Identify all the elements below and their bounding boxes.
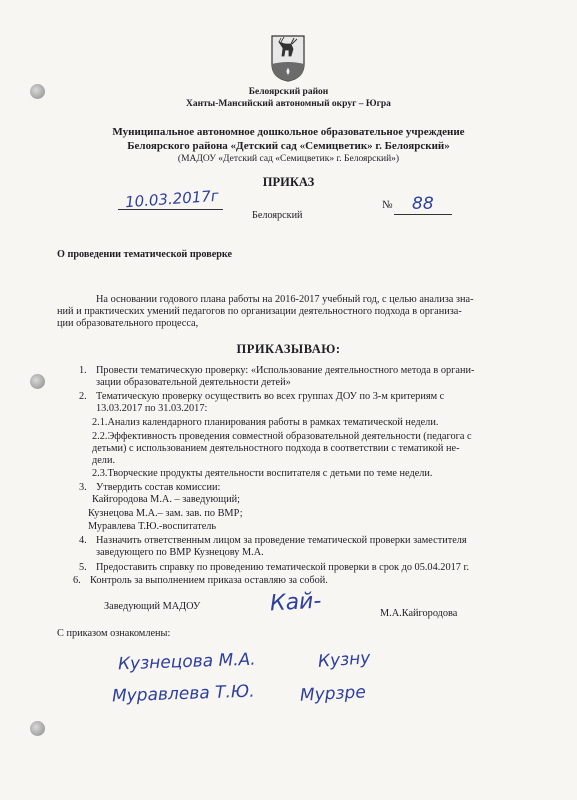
commission-member: Кайгородова М.А. – заведующий; (92, 494, 240, 505)
commission-member: Кузнецова М.А.– зам. зав. по ВМР; (88, 508, 243, 519)
punch-hole (30, 374, 45, 389)
city-label: Белоярский (252, 210, 303, 221)
item-text: Утвердить состав комиссии: (96, 482, 221, 493)
item-number: 1. (79, 365, 87, 376)
intro-line: На основании годового плана работы на 2016-2017 учебный год, с целью анализа зна- (96, 294, 474, 305)
acknowledged-signature: Мурзре (299, 682, 367, 706)
item-text: Контроль за выполнением приказа оставляю за собой. (90, 575, 328, 586)
acknowledged-signature: Кузну (317, 648, 371, 672)
sub-item: 2.2.Эффективность проведения совместной образовательной деятельности (педагога с (92, 431, 472, 442)
item-number: 5. (79, 562, 87, 573)
item-text: заведующего по ВМР Кузнецову М.А. (96, 547, 264, 558)
sub-item: 2.1.Анализ календарного планирования работы в рамках тематической недели. (92, 417, 439, 428)
acknowledged-name: Муравлева Т.Ю. (111, 681, 255, 707)
decree-heading: ПРИКАЗЫВАЮ: (236, 342, 341, 356)
intro-line: ции образовательного процесса, (57, 318, 199, 329)
org-name-line2: Белоярского района «Детский сад «Семицветик» г. Белоярский» (127, 140, 450, 152)
order-date: 10.03.2017г (124, 186, 220, 212)
okrug-line: Ханты-Мансийский автономный округ – Югра (186, 99, 391, 109)
sub-item: 2.3.Творческие продукты деятельности воспитателя с детьми по теме недели. (92, 468, 433, 479)
item-text: Провести тематическую проверку: «Использование деятельностного метода в органи- (96, 365, 475, 376)
district-line: Белоярский район (248, 87, 329, 97)
intro-line: ний и практических умений педагогов по организации деятельностного подхода в организа- (57, 306, 462, 317)
order-number: 88 (412, 194, 434, 214)
item-text: зации образовательной деятельности детей» (96, 377, 291, 388)
number-sign: № (382, 199, 393, 211)
signatory-position: Заведующий МАДОУ (104, 601, 201, 612)
director-signature: Кай- (269, 588, 322, 617)
acknowledged-label: С приказом ознакомлены: (57, 628, 171, 639)
number-underline (394, 214, 452, 215)
signatory-name: М.А.Кайгородова (380, 608, 458, 619)
coat-of-arms-icon (270, 34, 306, 82)
commission-member: Муравлева Т.Ю.-воспитатель (88, 521, 217, 532)
item-number: 2. (79, 391, 87, 402)
org-name-line1: Муниципальное автономное дошкольное образовательное учреждение (112, 126, 465, 138)
item-number: 3. (79, 482, 87, 493)
punch-hole (30, 721, 45, 736)
sub-item: детьми) с использованием деятельностного подхода в соответствии с тематикой не- (92, 443, 460, 454)
item-text: Тематическую проверку осуществить во всех группах ДОУ по 3-м критериям с (96, 391, 445, 402)
item-text: Предоставить справку по проведению тематической проверки в срок до 05.04.2017 г. (96, 562, 470, 573)
order-subject: О проведении тематической проверке (57, 249, 233, 260)
item-number: 4. (79, 535, 87, 546)
org-short-name: (МАДОУ «Детский сад «Семицветик» г. Белоярский») (177, 154, 400, 164)
item-text: Назначить ответственным лицом за проведение тематической проверки заместителя (96, 535, 467, 546)
item-number: 6. (73, 575, 81, 586)
acknowledged-name: Кузнецова М.А. (117, 649, 256, 675)
order-title: ПРИКАЗ (262, 175, 315, 189)
sub-item: дели. (92, 455, 116, 466)
item-text: 13.03.2017 по 31.03.2017: (96, 403, 208, 414)
